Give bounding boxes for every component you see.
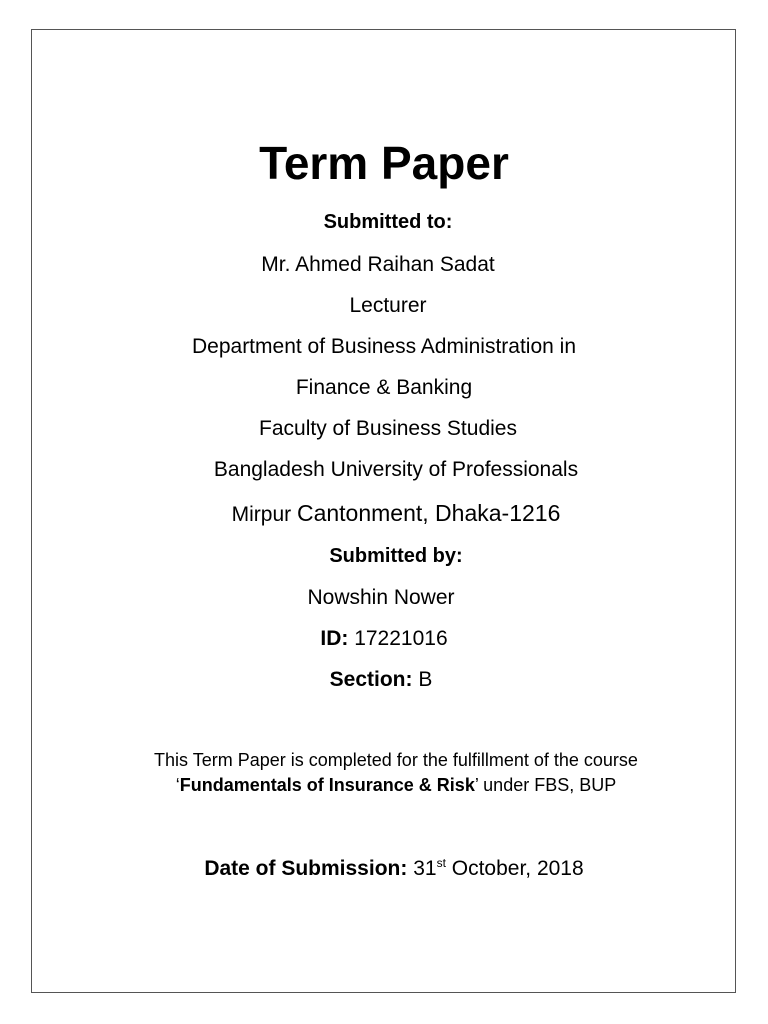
submitter-id <box>0 627 768 651</box>
course-name: Fundamentals of Insurance & Risk <box>179 775 475 795</box>
date-day-suffix: st <box>436 856 446 870</box>
date-day: 31 <box>407 857 437 880</box>
recipient-faculty: Faculty of Business Studies <box>259 417 517 440</box>
address-part1: Mirpur <box>231 503 297 526</box>
course-note-line2 <box>12 775 768 796</box>
date-label: Date of Submission: <box>204 857 408 880</box>
recipient-department-line2: Finance & Banking <box>295 376 473 399</box>
recipient-address <box>12 500 768 527</box>
recipient-name: Mr. Ahmed Raihan Sadat <box>261 253 495 276</box>
course-note-rest: ’ under FBS, BUP <box>474 775 617 795</box>
id-label: ID: <box>320 627 349 650</box>
quote-open: ‘ <box>175 775 180 795</box>
submission-date <box>10 857 768 881</box>
id-value: 17221016 <box>348 627 448 650</box>
recipient-university: Bangladesh University of Professionals <box>213 458 579 481</box>
submitter-name: Nowshin Nower <box>307 586 455 609</box>
address-part2: Cantonment, Dhaka-1216 <box>296 500 561 526</box>
recipient-designation: Lecturer <box>349 294 427 317</box>
section-value: B <box>412 668 433 691</box>
submitted-by-label: Submitted by: <box>329 545 463 567</box>
submitter-section <box>0 668 765 692</box>
recipient-department-line1: Department of Business Administration in <box>191 335 577 358</box>
course-note-line1: This Term Paper is completed for the fulfillment of the course <box>154 750 638 770</box>
date-rest: October, 2018 <box>445 857 584 880</box>
page-title: Term Paper <box>259 137 509 189</box>
submitted-to-label: Submitted to: <box>323 211 453 233</box>
section-label: Section: <box>329 668 413 691</box>
